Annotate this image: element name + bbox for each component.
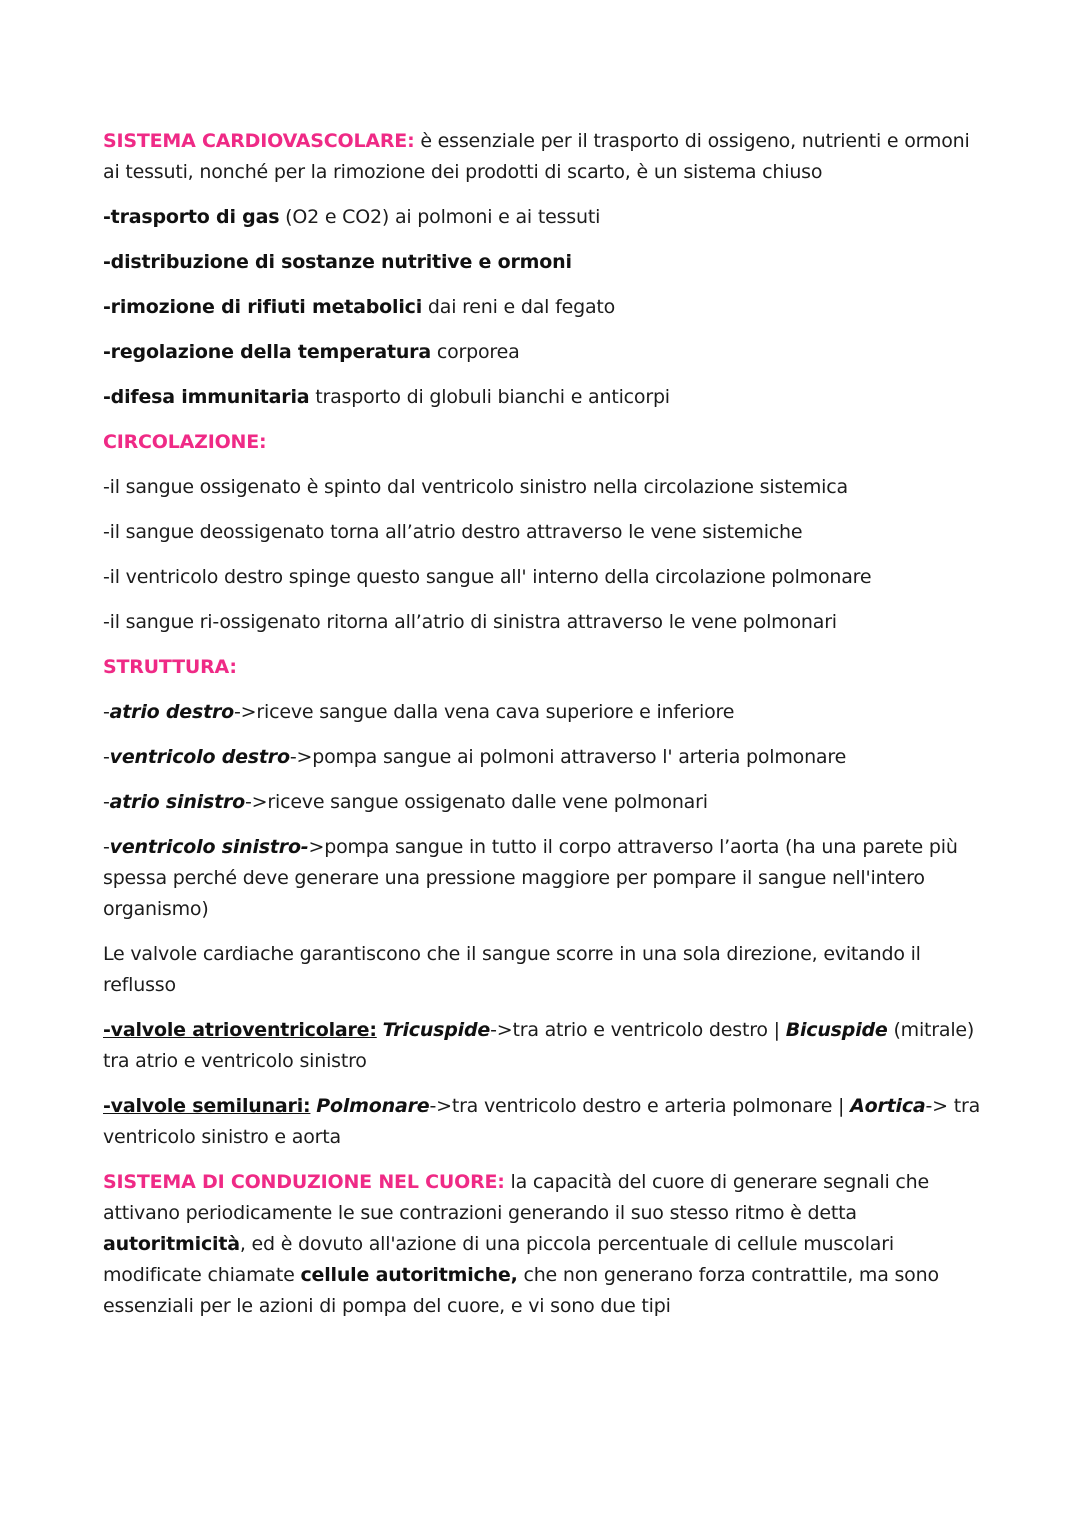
function-text: (O2 e CO2) ai polmoni e ai tessuti [279, 206, 601, 228]
struttura-item [103, 697, 983, 728]
circolazione-line: -il ventricolo destro spinge questo sangue all' interno della circolazione polmonare [103, 566, 872, 588]
struttura-term: ventricolo destro [109, 746, 290, 768]
conduzione-text: la capacità del cuore di generare segnali che attivano periodicamente le sue contrazioni generando il suo stesso ritmo è detta [103, 1171, 929, 1224]
struttura-text: ->riceve sangue dalla vena cava superiore e inferiore [234, 701, 735, 723]
valves-av-paragraph [103, 1015, 983, 1077]
struttura-item [103, 742, 983, 773]
valve-text: ->tra atrio e ventricolo destro | [490, 1019, 786, 1041]
function-term: -difesa immunitaria [103, 386, 310, 408]
valves-av-label: -valvole atrioventricolare: [103, 1019, 377, 1041]
valves-semilunar-paragraph [103, 1091, 983, 1153]
struttura-term: ventricolo sinistro- [109, 836, 309, 858]
function-item [103, 202, 983, 233]
valves-intro: Le valvole cardiache garantiscono che il sangue scorre in una sola direzione, evitando il reflusso [103, 943, 921, 996]
valve-text: ->tra ventricolo destro e arteria polmonare | [429, 1095, 851, 1117]
section-heading-struttura [103, 652, 983, 683]
function-term: -regolazione della temperatura [103, 341, 431, 363]
intro-paragraph [103, 126, 983, 188]
circolazione-heading-text: CIRCOLAZIONE: [103, 431, 267, 453]
struttura-heading-text: STRUTTURA: [103, 656, 237, 678]
section-heading-sistema-cardiovascolare: SISTEMA CARDIOVASCOLARE: [103, 130, 415, 152]
function-term: -rimozione di rifiuti metabolici [103, 296, 423, 318]
function-text: corporea [430, 341, 520, 363]
conduzione-term: autoritmicità [103, 1233, 240, 1255]
struttura-term: atrio sinistro [109, 791, 245, 813]
valve-term: Polmonare [316, 1095, 430, 1117]
function-item [103, 247, 983, 278]
intro-text: è essenziale per il trasporto di ossigeno, nutrienti e ormoni ai tessuti, nonché per la rimozione dei prodotti di scarto, è un sistema chiuso [103, 130, 970, 183]
struttura-item [103, 787, 983, 818]
dash: - [103, 836, 110, 858]
function-term: -trasporto di gas [103, 206, 280, 228]
struttura-text: >pompa sangue in tutto il corpo attraverso l’aorta (ha una parete più spessa perché deve generare una pressione maggiore per pompare il sangue nell'intero organismo) [103, 836, 958, 920]
valve-text: (mitrale) tra atrio e ventricolo sinistro [103, 1019, 975, 1072]
circolazione-line: -il sangue deossigenato torna all’atrio destro attraverso le vene sistemiche [103, 521, 803, 543]
function-item [103, 382, 983, 413]
conduzione-text: che non generano forza contrattile, ma sono essenziali per le azioni di pompa del cuore, e vi sono due tipi [103, 1264, 939, 1317]
function-term: -distribuzione di sostanze nutritive e ormoni [103, 251, 572, 273]
valve-term: Bicuspide [785, 1019, 888, 1041]
struttura-item [103, 832, 983, 925]
valve-term: Aortica [850, 1095, 926, 1117]
valves-semilunar-label: -valvole semilunari: [103, 1095, 311, 1117]
function-item [103, 292, 983, 323]
function-text: dai reni e dal fegato [422, 296, 616, 318]
struttura-term: atrio destro [109, 701, 235, 723]
struttura-text: ->pompa sangue ai polmoni attraverso l' arteria polmonare [289, 746, 847, 768]
conduzione-paragraph [103, 1167, 983, 1322]
struttura-text: ->riceve sangue ossigenato dalle vene polmonari [245, 791, 708, 813]
section-heading-circolazione [103, 427, 983, 458]
dash: - [103, 701, 110, 723]
valve-text: -> tra ventricolo sinistro e aorta [103, 1095, 981, 1148]
valve-term: Tricuspide [382, 1019, 491, 1041]
dash: - [103, 791, 110, 813]
circolazione-line: -il sangue ossigenato è spinto dal ventricolo sinistro nella circolazione sistemica [103, 476, 848, 498]
function-text: trasporto di globuli bianchi e anticorpi [309, 386, 670, 408]
conduzione-term: cellule autoritmiche, [300, 1264, 518, 1286]
section-heading-sistema-conduzione: SISTEMA DI CONDUZIONE NEL CUORE: [103, 1171, 505, 1193]
document-page [103, 126, 983, 1336]
dash: - [103, 746, 110, 768]
conduzione-text: , ed è dovuto all'azione di una piccola percentuale di cellule muscolari modificate chiamate [103, 1233, 894, 1286]
function-item [103, 337, 983, 368]
circolazione-line: -il sangue ri-ossigenato ritorna all’atrio di sinistra attraverso le vene polmonari [103, 611, 837, 633]
